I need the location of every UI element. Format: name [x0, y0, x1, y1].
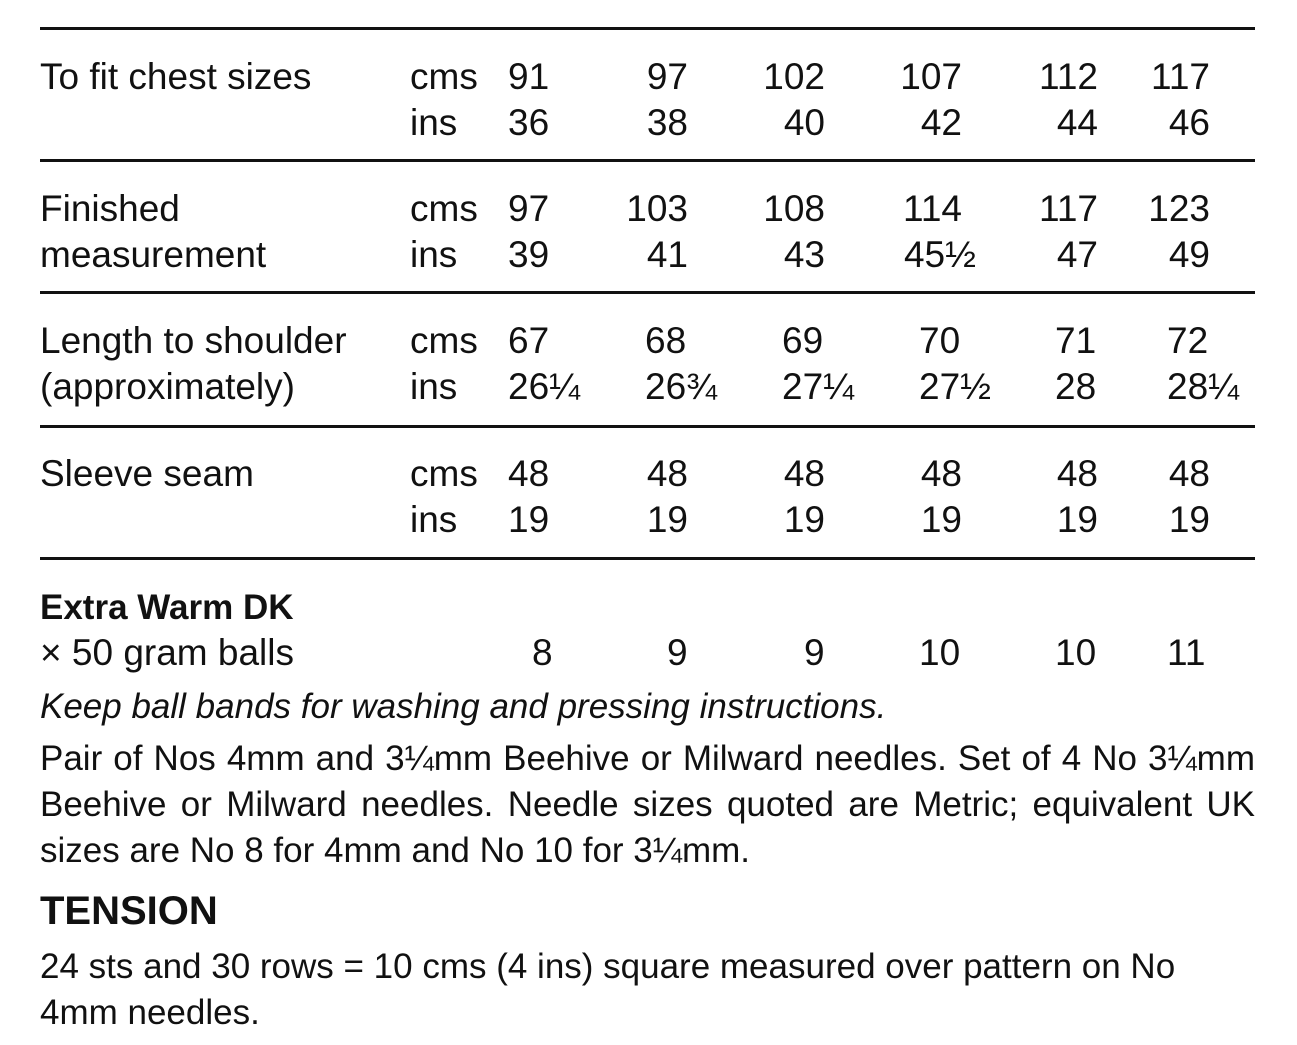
tension-paragraph: 24 sts and 30 rows = 10 cms (4 ins) square measured over pattern on No 4mm needles.: [40, 947, 1176, 1032]
value-cell: 26¼: [508, 366, 581, 407]
yarn-quantity-row: [40, 630, 1255, 676]
value-cell: 19: [646, 499, 688, 540]
row-label: measurement: [40, 234, 267, 275]
unit-label: ins: [410, 234, 458, 275]
value-cell: 10: [1055, 632, 1097, 673]
value-cell: 48: [1056, 453, 1098, 494]
value-cell: 108: [763, 188, 825, 229]
value-cell: 19: [1168, 499, 1210, 540]
value-cell: 48: [783, 453, 825, 494]
value-cell: 107: [900, 56, 962, 97]
value-cell: 10: [919, 632, 961, 673]
value-cell: 48: [1168, 453, 1210, 494]
unit-label: cms: [410, 188, 478, 229]
value-cell: 72: [1167, 320, 1209, 361]
value-cell: 19: [783, 499, 825, 540]
needles-paragraph: Pair of Nos 4mm and 3¼mm Beehive or Milward needles. Set of 4 No 3¼mm Beehive or Milward needles. Needle sizes quoted are Metric; equivalent UK sizes are No 8 for 4mm and No 10 for 3¼mm.: [40, 739, 1255, 870]
value-cell: 9: [804, 632, 825, 673]
value-cell: 41: [646, 234, 688, 275]
value-cell: 38: [646, 102, 688, 143]
value-cell: 47: [1056, 234, 1098, 275]
value-cell: 45½: [903, 234, 976, 275]
row-label: Finished: [40, 188, 180, 229]
section-rule: [40, 557, 1255, 560]
value-cell: 70: [919, 320, 961, 361]
value-cell: 11: [1167, 632, 1206, 673]
value-cell: 19: [920, 499, 962, 540]
value-cell: 39: [508, 234, 550, 275]
value-cell: 36: [508, 102, 550, 143]
unit-label: cms: [410, 56, 478, 97]
unit-label: cms: [410, 453, 478, 494]
value-cell: 102: [763, 56, 825, 97]
section-rule: [40, 291, 1255, 294]
value-cell: 8: [532, 632, 553, 673]
value-cell: 117: [1151, 56, 1210, 97]
value-cell: 19: [508, 499, 550, 540]
unit-label: cms: [410, 320, 478, 361]
yarn-quantity-label: × 50 gram balls: [40, 632, 294, 673]
value-cell: 91: [508, 56, 550, 97]
value-cell: 67: [508, 320, 550, 361]
value-cell: 69: [782, 320, 824, 361]
unit-label: ins: [410, 499, 458, 540]
unit-label: ins: [410, 366, 458, 407]
yarn-title: Extra Warm DK: [40, 588, 294, 627]
row-label: (approximately): [40, 366, 295, 407]
value-cell: 42: [920, 102, 962, 143]
value-cell: 26¾: [645, 366, 718, 407]
value-cell: 117: [1039, 188, 1098, 229]
value-cell: 43: [783, 234, 825, 275]
value-cell: 27½: [919, 366, 992, 407]
value-cell: 71: [1055, 320, 1097, 361]
value-cell: 68: [645, 320, 687, 361]
value-cell: 114: [903, 188, 962, 229]
value-cell: 40: [783, 102, 825, 143]
top-rule: [40, 27, 1255, 30]
value-cell: 123: [1148, 188, 1210, 229]
value-cell: 9: [667, 632, 688, 673]
value-cell: 19: [1056, 499, 1098, 540]
value-cell: 27¼: [782, 366, 855, 407]
value-cell: 44: [1056, 102, 1098, 143]
ball-band-note: Keep ball bands for washing and pressing instructions.: [40, 687, 887, 726]
value-cell: 28: [1055, 366, 1097, 407]
row-label: Length to shoulder: [40, 320, 347, 361]
value-cell: 46: [1168, 102, 1210, 143]
value-cell: 97: [508, 188, 550, 229]
pattern-page: [40, 0, 1255, 1045]
value-cell: 103: [626, 188, 688, 229]
value-cell: 112: [1039, 56, 1098, 97]
value-cell: 48: [508, 453, 550, 494]
section-rule: [40, 159, 1255, 162]
value-cell: 48: [920, 453, 962, 494]
section-rule: [40, 425, 1255, 428]
value-cell: 49: [1168, 234, 1210, 275]
unit-label: ins: [410, 102, 458, 143]
row-label: To fit chest sizes: [40, 56, 312, 97]
value-cell: 48: [646, 453, 688, 494]
value-cell: 97: [646, 56, 688, 97]
value-cell: 28¼: [1167, 366, 1240, 407]
tension-heading: TENSION: [40, 889, 218, 933]
row-label: Sleeve seam: [40, 453, 254, 494]
